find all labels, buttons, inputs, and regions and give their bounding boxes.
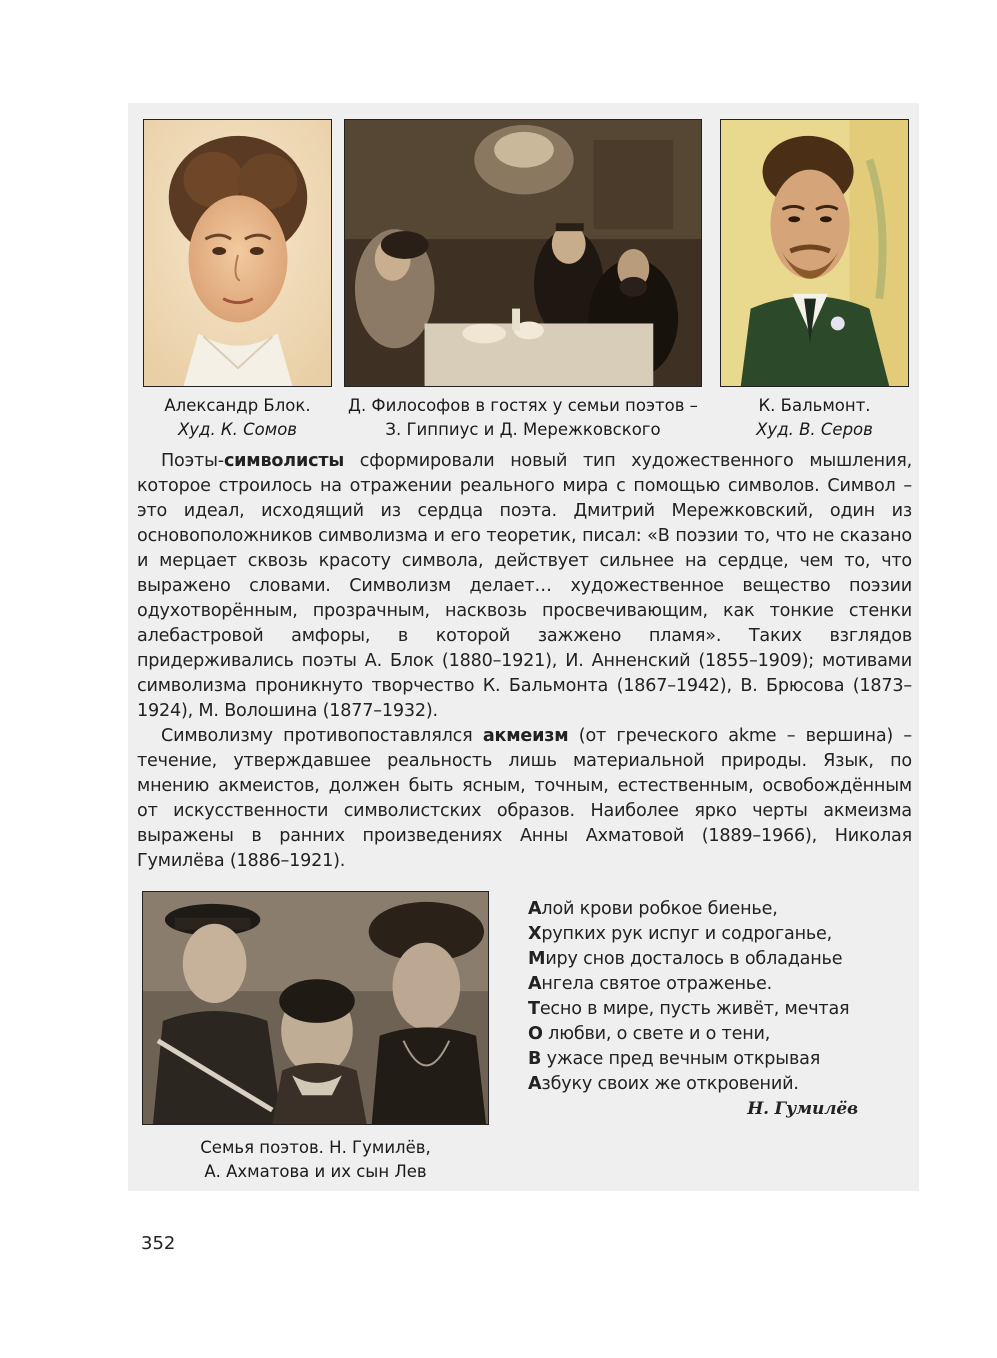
- filosofov-caption-line2: З. Гиппиус и Д. Мережковского: [385, 420, 661, 439]
- balmont-caption: [720, 394, 909, 442]
- family-caption-line2: А. Ахматова и их сын Лев: [204, 1162, 427, 1181]
- term-acmeism: акмеизм: [482, 726, 569, 746]
- gumilev-family-photo: [142, 891, 489, 1125]
- body-text: [137, 449, 912, 874]
- family-caption-line1: Семья поэтов. Н. Гумилёв,: [200, 1138, 431, 1157]
- poem-line: О любви, о свете и о тени,: [528, 1024, 771, 1044]
- blok-caption: [143, 394, 332, 442]
- family-caption: [142, 1136, 489, 1184]
- blok-portrait: [143, 119, 332, 387]
- balmont-caption-artist: Худ. В. Серов: [756, 420, 873, 439]
- poem-line: Миру снов досталось в обладанье: [528, 949, 843, 969]
- paragraph-symbolism: Поэты-символисты сформировали новый тип художественного мышления, которое строилось на отражении реального мира с помощью символов. Символ – это идеал, исходящий из сердца поэта. Дмитрий Мережковский, один из основоположников символизма и его теоретик, писал: «В поэзии то, что не сказано и мерцает сквозь красоту символа, действует сильнее на сердце, чем то, что выражено словами. Символизм делает… художественное вещество поэзии одухотворённым, прозрачным, насквозь просвечивающим, как тонкие стенки алебастровой амфоры, в которой зажжено пламя». Таких взглядов придерживались поэты А. Блок (1880–1921), И. Анненский (1855–1909); мотивами символизма проникнуто творчество К. Бальмонта (1867–1942), В. Брюсова (1873–1924), М. Волошина (1877–1932).: [137, 451, 912, 721]
- paragraph-acmeism: Символизму противопоставлялся акмеизм (от греческого akme – вершина) – течение, утверждавшее реальность лишь материальной природы. Язык, по мнению акмеистов, должен быть ясным, точным, естественным, освобождённым от искусственности символистских образов. Наиболее ярко черты акмеизма выражены в ранних произведениях Анны Ахматовой (1889–1966), Николая Гумилёва (1886–1921).: [137, 726, 912, 871]
- poem-line: Азбуку своих же откровений.: [528, 1074, 799, 1094]
- term-symbolists: символисты: [223, 451, 345, 471]
- poem-line: Алой крови робкое биенье,: [528, 899, 778, 919]
- poem-line: В ужасе пред вечным открывая: [528, 1049, 821, 1069]
- poem-line: Ангела святое отраженье.: [528, 974, 772, 994]
- poem-line: Хрупких рук испуг и содроганье,: [528, 924, 833, 944]
- filosofov-caption-line1: Д. Философов в гостях у семьи поэтов –: [348, 396, 698, 415]
- poem-line: Тесно в мире, пусть живёт, мечтая: [528, 999, 850, 1019]
- balmont-portrait: [720, 119, 909, 387]
- balmont-caption-name: К. Бальмонт.: [758, 396, 871, 415]
- blok-caption-artist: Худ. К. Сомов: [177, 420, 298, 439]
- filosofov-caption: [334, 394, 712, 442]
- poem-author: Н. Гумилёв: [747, 1099, 858, 1119]
- filosofov-gippius-photo: [344, 119, 702, 387]
- blok-caption-name: Александр Блок.: [164, 396, 311, 415]
- page-number: 352: [141, 1233, 176, 1254]
- acrostic-poem: [528, 897, 868, 1122]
